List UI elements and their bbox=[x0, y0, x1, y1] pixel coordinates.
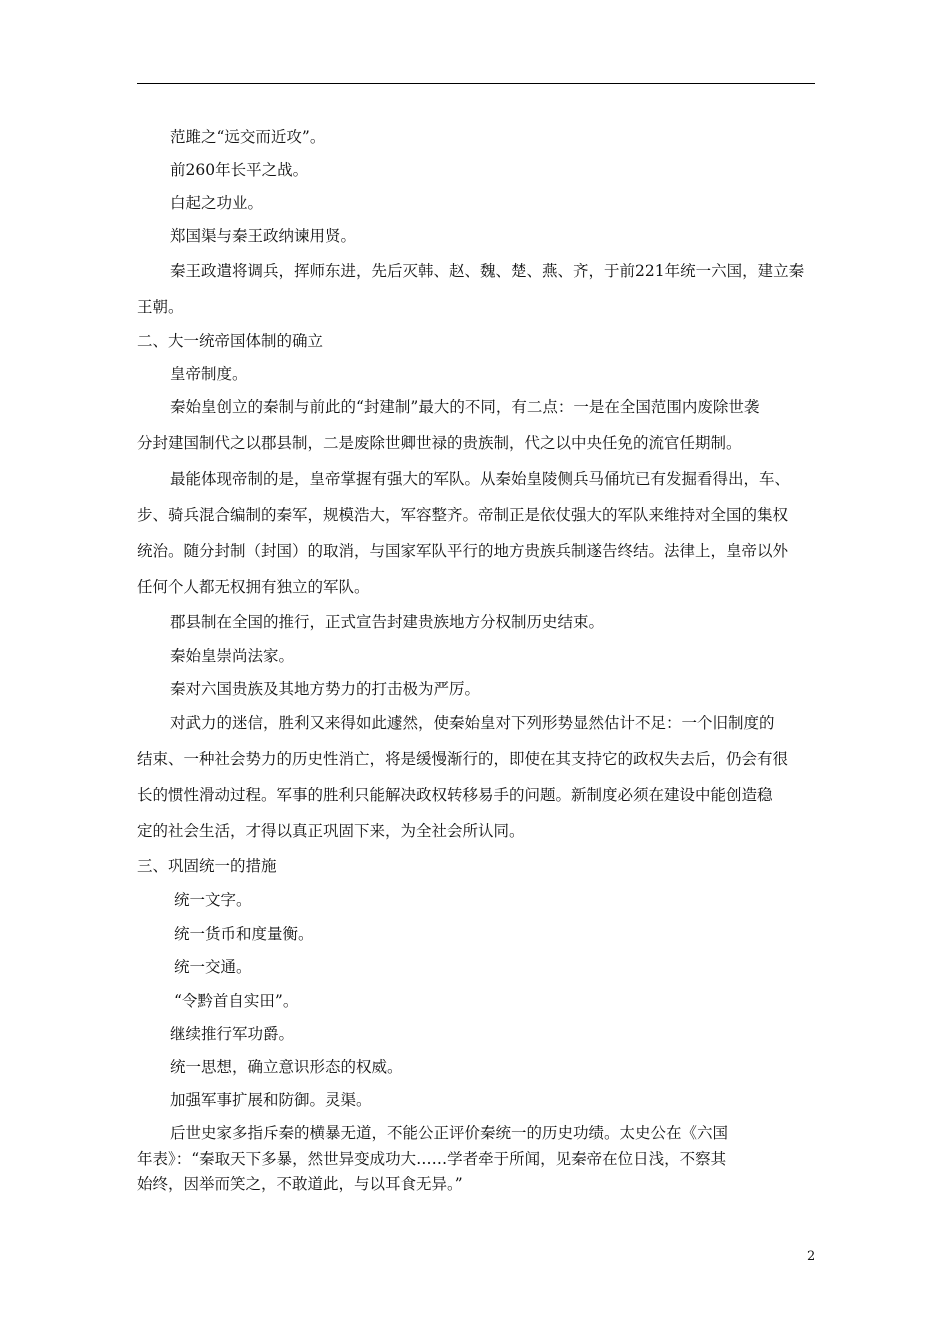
paragraph-line: 最能体现帝制的是，皇帝掌握有强大的军队。从秦始皇陵侧兵马俑坑已有发掘看得出，车、 bbox=[170, 470, 791, 488]
paragraph-line: 步、骑兵混合编制的秦军，规模浩大，军容整齐。帝制正是依仗强大的军队来维持对全国的集权 bbox=[137, 506, 789, 524]
paragraph-line: 长的惯性滑动过程。军事的胜利只能解决政权转移易手的问题。新制度必须在建设中能创造稳 bbox=[137, 786, 773, 804]
section-heading: 三、巩固统一的措施 bbox=[137, 857, 277, 875]
paragraph-line: 任何个人都无权拥有独立的军队。 bbox=[137, 578, 370, 596]
paragraph-line: 结束、一种社会势力的历史性消亡，将是缓慢渐行的，即使在其支持它的政权失去后，仍会有很 bbox=[137, 750, 789, 768]
paragraph-line: 分封建国制代之以郡县制，二是废除世卿世禄的贵族制，代之以中央任免的流官任期制。 bbox=[137, 434, 742, 452]
paragraph-line: 统治。随分封制（封国）的取消，与国家军队平行的地方贵族兵制遂告终结。法律上，皇帝以外 bbox=[137, 542, 789, 560]
paragraph-line: 郑国渠与秦王政纳谏用贤。 bbox=[170, 227, 357, 245]
paragraph-line: 秦王政遣将调兵，挥师东进，先后灭韩、赵、魏、楚、燕、齐，于前221年统一六国，建立秦 bbox=[170, 262, 805, 280]
paragraph-line: 白起之功业。 bbox=[170, 194, 264, 212]
paragraph-line: 秦始皇创立的秦制与前此的“封建制”最大的不同，有二点：一是在全国范围内废除世袭 bbox=[170, 398, 760, 416]
page-number: 2 bbox=[807, 1249, 816, 1264]
paragraph-line: 统一货币和度量衡。 bbox=[174, 925, 314, 943]
paragraph-line: 对武力的迷信，胜利又来得如此遽然，使秦始皇对下列形势显然估计不足：一个旧制度的 bbox=[170, 714, 775, 732]
paragraph-line: 前260年长平之战。 bbox=[170, 161, 309, 179]
paragraph-line: 继续推行军功爵。 bbox=[170, 1025, 295, 1043]
section-heading: 二、大一统帝国体制的确立 bbox=[137, 332, 324, 350]
paragraph-line: 范雎之“远交而近攻”。 bbox=[170, 128, 326, 146]
paragraph-line: 始终，因举而笑之，不敢道此，与以耳食无异。” bbox=[137, 1175, 463, 1193]
paragraph-line: 年表》：“秦取天下多暴，然世异变成功大……学者牵于所闻，见秦帝在位日浅，不察其 bbox=[137, 1150, 727, 1168]
paragraph-line: 加强军事扩展和防御。灵渠。 bbox=[170, 1091, 372, 1109]
paragraph-line: 统一交通。 bbox=[174, 958, 252, 976]
paragraph-line: 郡县制在全国的推行，正式宣告封建贵族地方分权制历史结束。 bbox=[170, 613, 605, 631]
paragraph-line: 王朝。 bbox=[137, 298, 184, 316]
paragraph-line: 秦对六国贵族及其地方势力的打击极为严厉。 bbox=[170, 680, 481, 698]
paragraph-line: 统一文字。 bbox=[174, 891, 252, 909]
paragraph-line: 皇帝制度。 bbox=[170, 365, 248, 383]
paragraph-line: 定的社会生活，才得以真正巩固下来，为全社会所认同。 bbox=[137, 822, 525, 840]
paragraph-line: 后世史家多指斥秦的横暴无道，不能公正评价秦统一的历史功绩。太史公在《六国 bbox=[170, 1124, 729, 1142]
paragraph-line: 秦始皇崇尚法家。 bbox=[170, 647, 295, 665]
paragraph-line: “令黔首自实田”。 bbox=[174, 992, 299, 1010]
paragraph-line: 统一思想，确立意识形态的权威。 bbox=[170, 1058, 403, 1076]
header-rule bbox=[137, 83, 815, 84]
